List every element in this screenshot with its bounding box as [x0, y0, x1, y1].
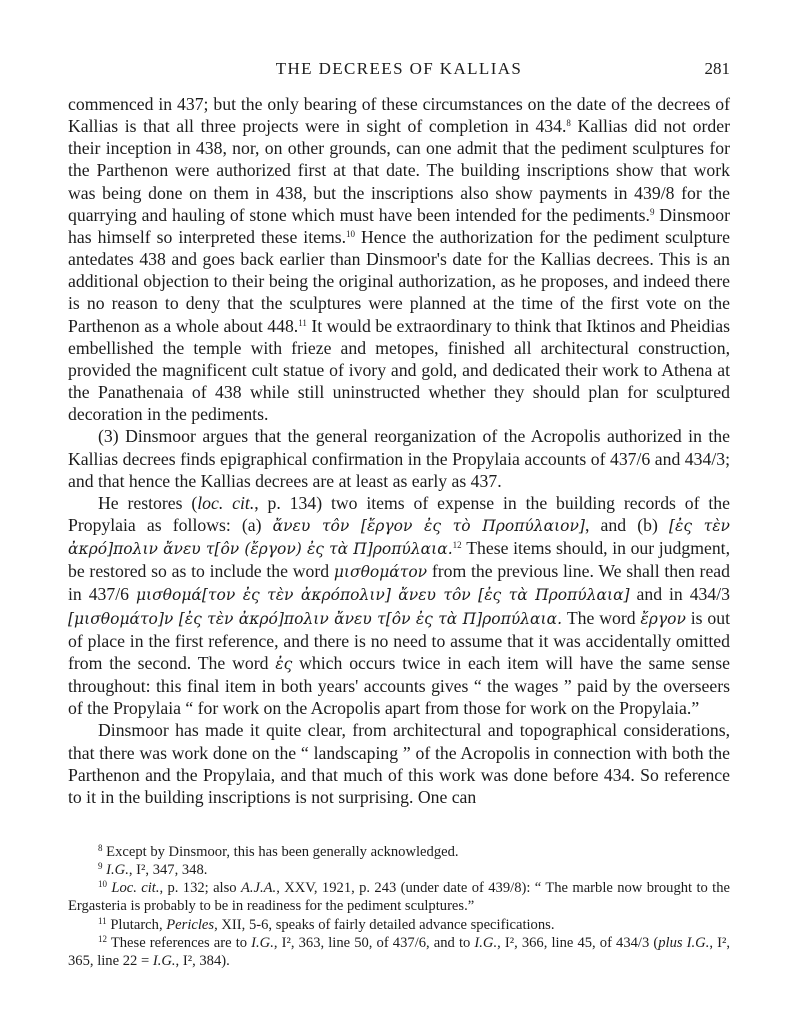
- greek-text: [ἐς τὲν ἀκρό]πολιν ἄνευ τ[ôν (ἔργον) ἐς τὰ Π]ροπύλαια.: [68, 516, 730, 559]
- footnote-text: , XII, 5-6, speaks of fairly detailed advance specifications.: [214, 916, 555, 933]
- footnote-9: [68, 861, 730, 879]
- footnote-10: [68, 879, 730, 915]
- footnote-text: , I², 347, 348.: [128, 862, 208, 879]
- text-run: is out of place in the first reference, and there is no need to assume that it was accidentally omitted from the second. The word: [68, 607, 730, 673]
- greek-text: ἐς: [275, 654, 293, 673]
- greek-text: μισθομά[τον ἐς τὲν ἀκρόπολιν] ἄνευ τôν [ἐς τὰ Προπύλαια]: [135, 586, 630, 605]
- footnote-text: Except by Dinsmoor, this has been generally acknowledged.: [102, 844, 459, 860]
- footnote-ref: 10: [346, 228, 356, 239]
- italic-citation: Loc. cit.: [111, 880, 160, 897]
- italic-citation: I.G.: [106, 862, 129, 879]
- page-header: [68, 57, 730, 81]
- text-run: It would be extraordinary to think that Iktinos and Pheidias embellished the temple with frieze and metopes, finished all architectural construction, provided the magnificent cult statue of ivory and gold, and dedicated their work to Athena at the Panathenaia of 438 while still uninstructed whether they should plan for sculptured decoration in the pediments.: [68, 315, 730, 425]
- footnote-ref: 9: [649, 206, 655, 217]
- text-run: and in 434/3: [629, 584, 730, 605]
- footnotes: [68, 843, 730, 970]
- footnote-text: , p. 132; also: [159, 880, 241, 897]
- footnote-ref: 8: [566, 118, 571, 129]
- greek-text: μισθομάτον: [333, 563, 428, 582]
- footnote-number: 11: [98, 915, 107, 926]
- footnote-12: [68, 934, 730, 970]
- greek-text: [μισθομάτο]ν [ἐς τὲν ἀκρό]πολιν ἄνευ τ[ôν ἐς τὰ Π]ροπύλαια.: [68, 609, 562, 628]
- italic-citation: A.J.A.: [240, 880, 277, 897]
- text-run: , and (b): [584, 514, 669, 535]
- paragraph-2: (3) Dinsmoor argues that the general reorganization of the Acropolis authorized in the Kallias decrees finds epigraphical confirmation in the Propylaia accounts of 437/6 and 434/3; and that hence the Kallias decrees are at least as early as 437.: [68, 426, 730, 491]
- italic-citation: loc. cit.: [197, 492, 255, 513]
- footnote-8: [68, 843, 730, 861]
- footnote-number: 8: [98, 843, 103, 853]
- footnote-number: 9: [98, 861, 103, 872]
- footnote-text: , I², 365, line 22 =: [68, 934, 730, 969]
- footnote-ref: 11: [298, 317, 307, 328]
- footnote-11: [68, 916, 730, 934]
- text-run: Dinsmoor has himself so interpreted these items.: [68, 204, 731, 247]
- footnote-text: , I², 366, line 45, of 434/3 (: [497, 934, 659, 951]
- text-run: These items should, in our judgment, be restored so as to include the word: [68, 538, 730, 582]
- footnote-number: 10: [98, 879, 107, 890]
- text-run: which occurs twice in each item will have the same sense throughout: this final item in both years' accounts gives “ the wages ” paid by the overseers of the Propylaia “ for work on the Acropolis apart from those for work on the Propylaia.”: [68, 652, 730, 719]
- footnote-text: These references are to: [107, 934, 252, 951]
- text-run: , p. 134) two items of expense in the building records of the Propylaia as follows: (a): [68, 492, 730, 535]
- paragraph-3: [68, 492, 730, 720]
- text-run: commenced in 437; but the only bearing of these circumstances on the date of the decrees of Kallias is that all three projects were in sight of completion in 434.: [68, 94, 730, 137]
- paragraph-1: [68, 93, 730, 425]
- footnote-text: , I², 363, line 50, of 437/6, and to: [273, 934, 475, 951]
- text-run: The word: [562, 607, 641, 628]
- greek-text: ἄνευ τôν [ἔργον ἐς τὸ Προπύλαιον]: [272, 516, 585, 535]
- footnote-text: , XXV, 1921, p. 243 (under date of 439/8): “ The marble now brought to the Ergasteria is probably to be in readiness for the pediment sculptures.”: [68, 880, 730, 915]
- italic-citation: Pericles: [166, 916, 215, 933]
- running-title: THE DECREES OF KALLIAS: [275, 59, 523, 78]
- italic-citation: I.G.: [152, 952, 176, 969]
- footnote-text: Plutarch,: [106, 916, 167, 933]
- paragraph-4: Dinsmoor has made it quite clear, from architectural and topographical considerations, that there was work done on the “ landscaping ” of the Acropolis in connection with both the Parthenon and the Propylaia, and that much of this work was done before 434. So reference to it in the building inscriptions is not surprising. One can: [68, 720, 730, 807]
- page-number: 281: [704, 59, 730, 78]
- italic-citation: plus I.G.: [658, 934, 710, 951]
- italic-citation: I.G.: [251, 934, 274, 951]
- italic-citation: I.G.: [474, 934, 498, 951]
- text-run: Hence the authorization for the pediment sculpture antedates 438 and goes back earlier than Dinsmoor's date for the Kallias decrees. This is an additional objection to their being the original authorization, as he proposes, and indeed there is no reason to deny that the sculptures were planned at the time of the first vote on the Parthenon as a whole about 448.: [68, 226, 730, 336]
- text-run: Kallias did not order their inception in 438, nor, on other grounds, can one admit that the pediment sculptures for the Parthenon were authorized first at that date. The building inscriptions show that work was being done on them in 438, but the inscriptions also show payments in 439/8 for the quarrying and hauling of stone which must have been intended for the pediments.: [68, 116, 731, 225]
- footnote-ref: 12: [452, 540, 462, 551]
- text-run: from the previous line. We shall then read in 437/6: [68, 561, 730, 605]
- footnote-text: , I², 384).: [175, 952, 230, 969]
- footnote-number: 12: [98, 933, 107, 944]
- body-text: [68, 93, 730, 808]
- text-run: He restores (: [98, 492, 198, 513]
- greek-text: ἔργον: [640, 609, 686, 628]
